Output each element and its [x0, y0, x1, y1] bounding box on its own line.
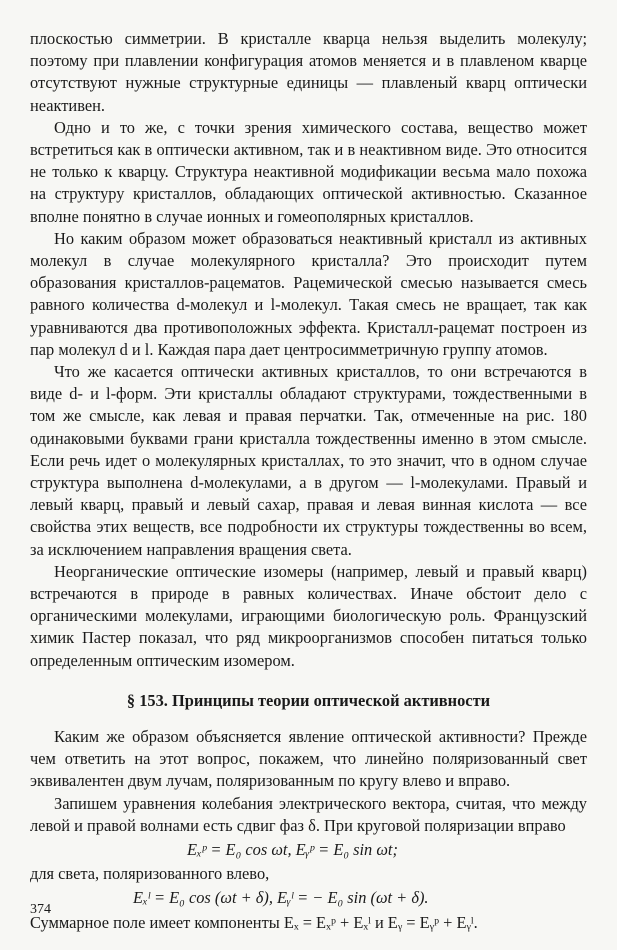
paragraph-4: Что же касается оптически активных кристаллов, то они встречаются в виде d- и l-форм. Эти кристаллы обладают структурами, тождественными в том же смысле, как левая и правая перчатки. Так, отмеченные на рис. 180 одинаковыми буквами грани кристалла тождественны именно в этом смысле. Если речь идет о молекулярных кристаллах, то это значит, что в одном случае структура выполнена d-молекулами, а в другом — l-молекулами. Правый и левый кварц, правый и левый сахар, правая и левая винная кислота — все свойства этих веществ, все подробности их структуры тождественны во всем, за исключением направления вращения света. [30, 362, 587, 559]
paragraph-2: Одно и то же, с точки зрения химического состава, вещество может встретиться как в оптически активном, так и в неактивном виде. Это относится не только к кварцу. Структура неактивной модификации весьма мало похожа на структуру кристаллов, обладающих оптической активностью. Сказанное вполне понятно в случае ионных и гомеополярных кристаллов. [30, 117, 587, 226]
section-heading: § 153. Принципы теории оптической активности [126, 690, 491, 710]
paragraph-6: Каким же образом объясняется явление оптической активности? Прежде чем ответить на этот вопрос, покажем, что линейно поляризованный свет эквивалентен двум лучам, поляризованным по кругу влево и вправо. [30, 726, 587, 791]
formula-right-polarization: Eₓᵖ = E₀ cos ωt, Eᵧᵖ = E₀ sin ωt; [187, 839, 398, 859]
paragraph-7: Запишем уравнения колебания электрического вектора, считая, что между левой и правой волнами есть сдвиг фаз δ. При круговой поляризации вправо [30, 793, 587, 835]
page-number: 374 [30, 902, 51, 917]
text-left-polarization: для света, поляризованного влево, [30, 864, 270, 884]
text-sum-field: Суммарное поле имеет компоненты Eₓ = Eₓᵖ + Eₓˡ и Eᵧ = Eᵧᵖ + Eᵧˡ. [30, 912, 478, 932]
paragraph-5: Неорганические оптические изомеры (например, левый и правый кварц) встречаются в природе в равных количествах. Иначе обстоит дело с органическими молекулами, играющими биологическую роль. Французский химик Пастер показал, что ряд микроорганизмов способен питаться только определенным оптическим изомером. [30, 561, 587, 670]
formula-left-polarization: Eₓˡ = E₀ cos (ωt + δ), Eᵧˡ = − E₀ sin (ωt + δ). [133, 888, 429, 908]
paragraph-3: Но каким образом может образоваться неактивный кристалл из активных молекул в случае молекулярного кристалла? Это происходит путем образования кристаллов-рацематов. Рацемической смесью называется смесь равного количества d-молекул и l-молекул. Такая смесь не вращает, так как уравниваются два противоположных эффекта. Кристалл-рацемат построен из пар молекул d и l. Каждая пара дает центросимметричную группу атомов. [30, 228, 587, 359]
paragraph-1: плоскостью симметрии. В кристалле кварца нельзя выделить молекулу; поэтому при плавлении конфигурация атомов меняется и в плавленом кварце отсутствуют нужные структурные единицы — плавленый кварц оптически неактивен. [30, 29, 587, 115]
